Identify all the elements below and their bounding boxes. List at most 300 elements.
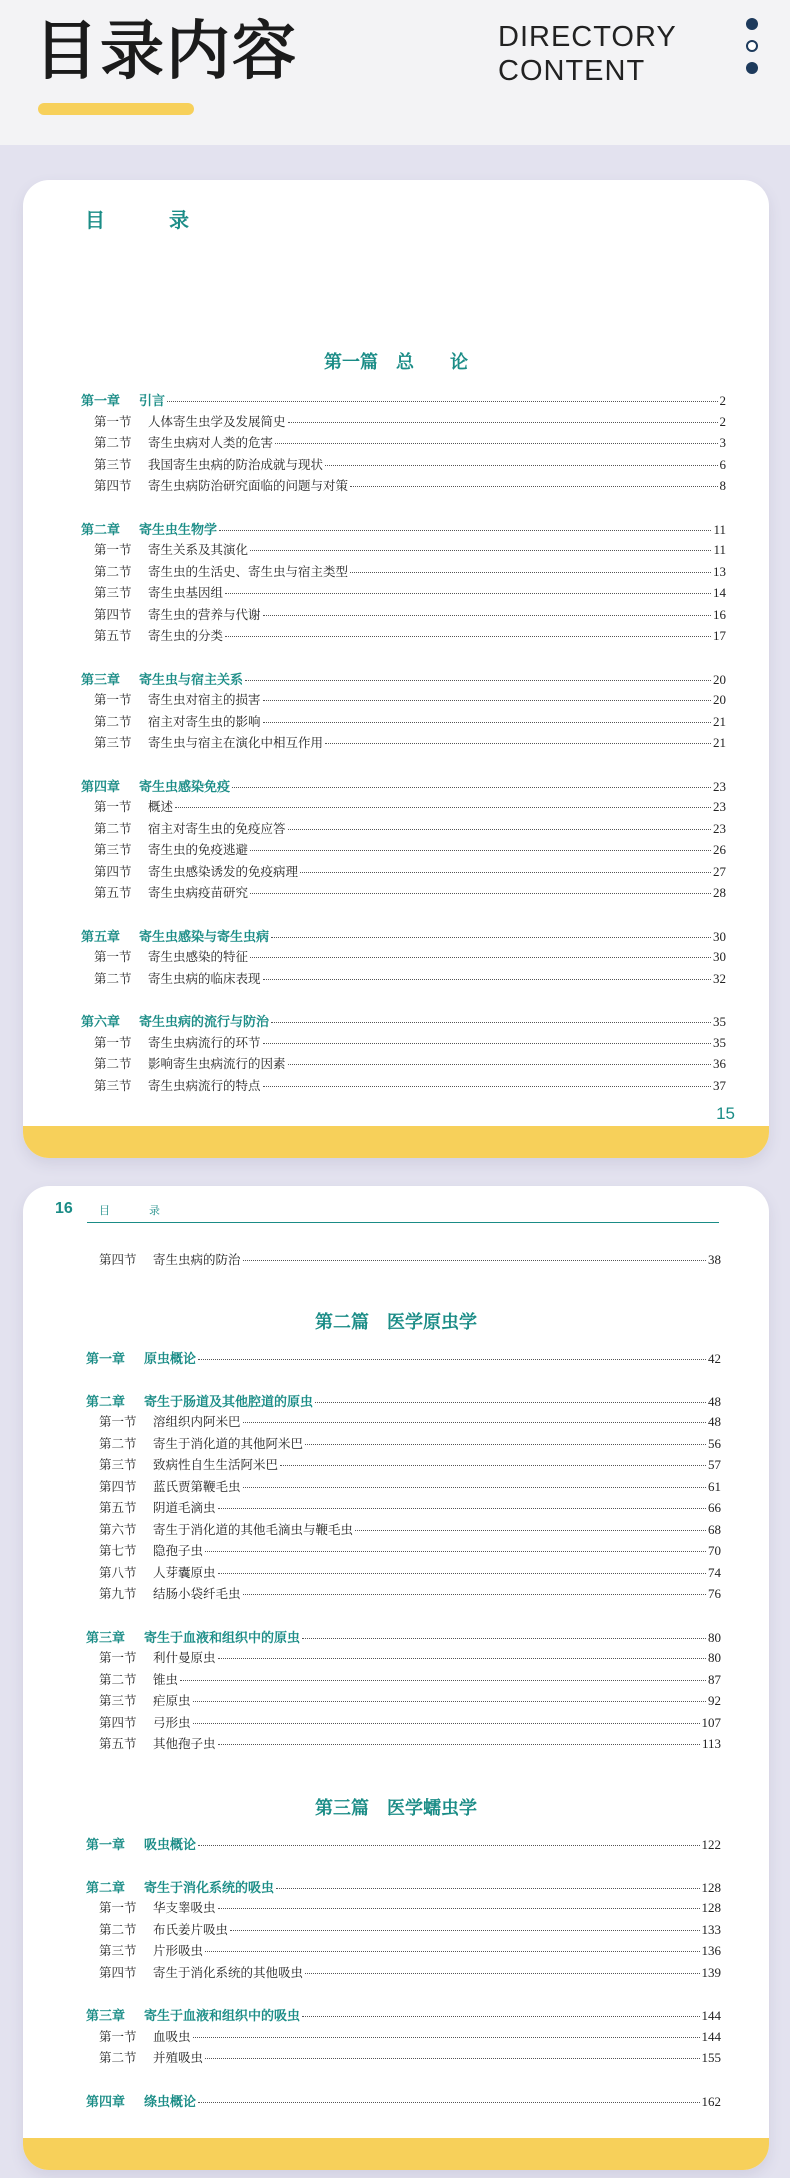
toc-chapter-row [86,1627,721,1649]
toc-entry-number: 第三节 [99,1943,137,1958]
page-number: 16 [55,1200,73,1217]
toc-chapter-row [81,519,726,541]
toc-entry-page: 37 [713,1077,726,1093]
toc-section-row [86,1477,721,1499]
header-english-title [498,20,677,88]
toc-entry-page: 61 [708,1478,721,1494]
toc-entry-title: 寄生于消化系统的吸虫 [144,1880,275,1896]
toc-entry-page: 80 [708,1650,721,1665]
toc-entry-number: 第三章 [86,2009,126,2024]
toc-entry-title: 寄生虫病的流行与防治 [139,1015,270,1030]
dot-leader [288,422,718,423]
toc-entry-page: 28 [713,885,726,900]
toc-entry-number: 第五节 [99,1736,137,1751]
toc-entry-page: 139 [701,1964,721,1980]
toc-chapter-row [86,2005,721,2027]
toc-entry-number: 第二章 [81,522,121,538]
toc-entry-title: 血吸虫 [153,2028,191,2044]
toc-section-row [86,1670,721,1692]
dot-leader [315,1402,706,1403]
toc-chapter-row [81,926,726,948]
toc-entry-number: 第一节 [94,413,132,429]
dot-leader [263,1043,711,1044]
running-head: 目 录 [99,1204,174,1217]
toc-entry-title: 寄生关系及其演化 [148,542,249,557]
toc-entry-title: 寄生虫感染免疫 [139,779,231,795]
toc-page-15 [23,180,769,1158]
toc-gap [81,990,726,1011]
toc-section-row [81,797,726,819]
toc-entry-title: 并殖吸虫 [153,2050,204,2065]
toc-entry-title: 寄生于肠道及其他腔道的原虫 [144,1394,314,1410]
toc-entry-label [94,969,261,987]
toc-entry-page: 30 [713,949,726,964]
header-en-line1: DIRECTORY [498,21,677,53]
toc-entry-number: 第四节 [99,1252,137,1267]
toc-entry-number: 第六节 [99,1521,137,1537]
dot-leader [288,829,711,830]
toc-entry-number: 第七节 [99,1543,137,1558]
toc-entry-label [94,605,261,623]
dot-leader [355,1530,706,1531]
toc-gap [81,755,726,776]
toc-entry-page: 162 [701,2093,721,2109]
header-en-line2: CONTENT [498,55,646,87]
toc-entry-title: 锥虫 [153,1671,179,1687]
toc-entry-title: 寄生虫病流行的特点 [148,1077,261,1093]
dot-leader [263,722,711,723]
toc-entry-label [99,1670,178,1688]
toc-section-row [81,476,726,498]
dot-leader [271,937,711,938]
toc-entry-label [94,840,248,858]
toc-entry-number: 第五节 [94,885,132,900]
toc-entry-number: 第三节 [94,842,132,857]
toc-entry-label [81,776,230,795]
toc-entry-title: 人体寄生虫学及发展简史 [148,413,286,429]
toc-entry-number: 第三节 [94,1077,132,1093]
toc-list [86,1834,721,2112]
dot-leader [218,1744,700,1745]
toc-chapter-row [86,1391,721,1413]
toc-entry-label [94,733,323,751]
toc-section-row [81,562,726,584]
toc-entry-label [94,819,286,837]
toc-entry-label [81,926,269,945]
toc-section-row [81,626,726,648]
toc-entry-page: 136 [701,1943,721,1958]
toc-entry-page: 11 [713,521,726,537]
toc-entry-number: 第一节 [94,692,132,707]
toc-page-16 [23,1186,769,2170]
dot-leader [263,1086,711,1087]
toc-entry-label [94,690,261,708]
toc-entry-label [86,2091,196,2110]
toc-entry-page: 3 [719,435,726,450]
toc-entry-page: 144 [701,2008,721,2023]
dot-leader [275,443,717,444]
toc-entry-page: 38 [708,1252,721,1267]
header-title: 目录内容 [34,15,298,89]
toc-entry-number: 第五章 [81,929,121,945]
toc-entry-number: 第八节 [99,1564,137,1580]
toc-entry-label [94,862,298,880]
toc-entry-title: 布氏姜片吸虫 [153,1921,229,1937]
toc-list [86,1250,721,1272]
toc-entry-label [94,412,286,430]
toc-entry-page: 144 [701,2028,721,2044]
toc-section-row [86,1941,721,1963]
footer-band [23,2138,769,2170]
toc-entry-label [86,1834,196,1853]
toc-entry-number: 第一章 [86,1352,126,1367]
toc-gap [86,2070,721,2091]
toc-entry-title: 寄生虫基因组 [148,585,224,600]
toc-entry-title: 寄生虫病流行的环节 [148,1034,261,1050]
toc-chapter-row [86,1877,721,1899]
toc-section-row [86,1498,721,1520]
toc-entry-title: 寄生虫的生活史、寄生虫与宿主类型 [148,563,349,579]
dot-leader [325,465,717,466]
toc-entry-number: 第一节 [99,2028,137,2044]
toc-entry-title: 寄生于消化道的其他阿米巴 [153,1435,304,1451]
toc-section-row [86,1563,721,1585]
toc-entry-title: 寄生虫的分类 [148,628,224,643]
dot-leader [250,550,711,551]
toc-entry-number: 第四节 [94,606,132,622]
dot-leader [243,1594,706,1595]
dot-leader [243,1260,706,1261]
toc-gap [81,498,726,519]
toc-gap [86,1984,721,2005]
dot-leader [243,1487,706,1488]
page-number: 15 [716,1104,735,1123]
toc-chapter-row [86,1834,721,1856]
toc-entry-page: 21 [713,713,726,729]
toc-entry-title: 原虫概论 [144,1352,197,1367]
dot-leader [250,850,711,851]
dot-leader [245,680,711,681]
toc-entry-page: 68 [708,1521,721,1537]
toc-entry-page: 6 [719,456,726,472]
toc-entry-page: 76 [708,1586,721,1601]
toc-entry-number: 第三节 [94,735,132,750]
dot-leader [225,593,711,594]
toc-entry-page: 128 [701,1900,721,1915]
toc-entry-title: 寄生虫的营养与代谢 [148,606,261,622]
toc-entry-number: 第二节 [99,1671,137,1687]
footer-band [23,1126,769,1158]
toc-entry-label [99,1713,191,1731]
dot-leader [305,1973,699,1974]
toc-chapter-row [86,1348,721,1370]
toc-section-row [81,583,726,605]
toc-entry-page: 32 [713,970,726,986]
toc-entry-number: 第三章 [86,1630,126,1646]
toc-entry-page: 23 [713,820,726,836]
toc-entry-number: 第四章 [81,779,121,795]
toc-entry-title: 片形吸虫 [153,1943,204,1958]
toc-entry-title: 吸虫概论 [144,1838,197,1853]
dot-icon [746,62,758,74]
toc-section-row [86,1520,721,1542]
toc-section-row [86,1713,721,1735]
toc-entry-page: 35 [713,1034,726,1050]
toc-entry-page: 2 [719,413,726,429]
dot-icon [746,40,758,52]
toc-chapter-row [81,776,726,798]
toc-entry-label [99,1434,303,1452]
toc-entry-title: 寄生虫生物学 [139,522,218,538]
toc-entry-label [99,1963,303,1981]
toc-entry-title: 疟原虫 [153,1693,191,1708]
dot-leader [167,401,717,402]
toc-entry-number: 第二节 [99,1921,137,1937]
toc-entry-number: 第一节 [99,1900,137,1915]
toc-entry-label [86,2005,300,2024]
toc-entry-label [86,1348,196,1367]
dot-leader [280,1465,706,1466]
toc-section-row [86,1434,721,1456]
toc-entry-label [99,1250,241,1268]
toc-entry-page: 11 [713,542,726,557]
toc-section-row [81,819,726,841]
toc-list [81,390,726,1097]
toc-entry-page: 14 [713,585,726,600]
toc-entry-label [99,2027,191,2045]
toc-entry-title: 其他孢子虫 [153,1736,216,1751]
toc-entry-page: 128 [701,1879,721,1895]
toc-entry-label [99,1941,203,1959]
toc-entry-title: 概述 [148,799,174,814]
toc-entry-page: 92 [708,1693,721,1708]
header-rule [87,1222,719,1223]
toc-entry-label [99,1477,241,1495]
toc-entry-label [86,1391,313,1410]
toc-entry-number: 第四章 [86,2094,126,2110]
toc-entry-number: 第四节 [99,1478,137,1494]
toc-entry-page: 26 [713,842,726,857]
toc-section-row [81,883,726,905]
dot-leader [198,2102,699,2103]
toc-entry-page: 20 [713,692,726,707]
toc-entry-page: 87 [708,1671,721,1687]
dot-leader [250,893,711,894]
toc-entry-number: 第五节 [99,1500,137,1515]
toc-entry-title: 影响寄生虫病流行的因素 [148,1056,286,1071]
toc-entry-page: 57 [708,1457,721,1472]
toc-entry-page: 16 [713,606,726,622]
toc-entry-label [86,1627,300,1646]
toc-entry-title: 寄生于消化道的其他毛滴虫与鞭毛虫 [153,1521,354,1537]
toc-section-row [86,2048,721,2070]
dot-leader [302,1638,706,1639]
toc-entry-page: 133 [701,1921,721,1937]
toc-section-row [81,1033,726,1055]
dot-leader [271,1022,711,1023]
toc-entry-title: 寄生虫与宿主关系 [139,672,244,688]
toc-entry-number: 第六章 [81,1015,121,1030]
toc-section-row [81,862,726,884]
toc-section-row [81,605,726,627]
toc-section-row [86,1412,721,1434]
toc-entry-title: 弓形虫 [153,1714,191,1730]
toc-entry-page: 66 [708,1500,721,1515]
toc-entry-title: 我国寄生虫病的防治成就与现状 [148,456,324,472]
toc-entry-number: 第二节 [94,435,132,450]
dot-leader [305,1444,706,1445]
toc-entry-number: 第三节 [94,585,132,600]
toc-entry-title: 引言 [139,394,166,409]
toc-section-row [81,690,726,712]
dot-leader [205,1551,706,1552]
toc-entry-label [94,1076,261,1094]
toc-entry-number: 第二节 [94,713,132,729]
toc-entry-number: 第三章 [81,672,121,688]
toc-entry-title: 人芽囊原虫 [153,1564,216,1580]
toc-entry-label [81,519,217,538]
toc-entry-title: 隐孢子虫 [153,1543,204,1558]
dot-leader [218,1508,706,1509]
header-accent-bar [38,103,194,115]
toc-entry-label [99,1920,228,1938]
toc-section-row [86,1691,721,1713]
dot-leader [225,636,711,637]
toc-entry-label [86,1877,274,1896]
dot-leader [263,700,711,701]
toc-chapter-row [86,2091,721,2113]
toc-section-row [81,412,726,434]
toc-entry-number: 第一节 [99,1650,137,1665]
toc-entry-label [99,1584,241,1602]
toc-entry-page: 70 [708,1543,721,1558]
dot-leader [302,2016,699,2017]
toc-entry-label [94,455,323,473]
toc-section-row [81,840,726,862]
toc-entry-number: 第一节 [99,1414,137,1429]
toc-entry-title: 寄生虫病的临床表现 [148,970,261,986]
toc-entry-page: 107 [701,1714,721,1730]
toc-entry-number: 第一章 [81,394,121,409]
toc-entry-number: 第四节 [99,1964,137,1980]
dot-leader [243,1422,706,1423]
toc-entry-title: 华支睾吸虫 [153,1900,216,1915]
toc-section-row [81,1076,726,1098]
toc-entry-label [99,1734,216,1752]
dot-leader [205,2058,699,2059]
toc-entry-number: 第二章 [86,1394,126,1410]
toc-entry-number: 第三节 [99,1457,137,1472]
toc-entry-number: 第二节 [94,563,132,579]
toc-entry-page: 21 [713,735,726,750]
pagination-dots [746,18,758,84]
toc-entry-title: 寄生虫病对人类的危害 [148,435,274,450]
dot-leader [263,979,711,980]
toc-entry-title: 绦虫概论 [144,2094,197,2110]
part-title: 第二篇 医学原虫学 [315,1312,477,1333]
toc-entry-page: 122 [701,1837,721,1852]
toc-entry-page: 42 [708,1351,721,1366]
toc-entry-title: 结肠小袋纤毛虫 [153,1586,241,1601]
toc-gap [86,1606,721,1627]
toc-entry-label [94,476,348,494]
dot-leader [232,787,711,788]
toc-section-row [86,2027,721,2049]
toc-entry-title: 寄生虫感染诱发的免疫病理 [148,863,299,879]
toc-section-row [81,1054,726,1076]
toc-section-row [81,733,726,755]
toc-entry-title: 寄生虫病的防治 [153,1252,241,1267]
toc-entry-label [94,433,273,451]
toc-entry-page: 74 [708,1564,721,1580]
toc-entry-label [99,1498,216,1516]
toc-entry-title: 寄生虫的免疫逃避 [148,842,249,857]
toc-entry-label [81,669,243,688]
toc-entry-page: 2 [719,393,726,408]
toc-entry-page: 17 [713,628,726,643]
toc-entry-label [94,1033,261,1051]
toc-entry-label [99,1412,241,1430]
toc-entry-page: 36 [713,1056,726,1071]
toc-entry-number: 第一节 [94,1034,132,1050]
dot-leader [205,1951,699,1952]
toc-section-row [86,1584,721,1606]
toc-entry-number: 第一节 [94,949,132,964]
toc-entry-label [99,1648,216,1666]
toc-entry-number: 第九节 [99,1586,137,1601]
dot-leader [198,1359,706,1360]
toc-entry-number: 第二节 [99,2050,137,2065]
toc-entry-label [94,626,223,644]
toc-entry-label [81,390,165,409]
toc-entry-title: 宿主对寄生虫的影响 [148,713,261,729]
toc-entry-page: 80 [708,1629,721,1645]
toc-entry-label [99,1563,216,1581]
toc-entry-title: 寄生虫病疫苗研究 [148,885,249,900]
dot-leader [350,486,717,487]
toc-entry-label [94,540,248,558]
toc-entry-page: 113 [701,1736,721,1751]
toc-entry-number: 第四节 [94,863,132,879]
toc-entry-label [94,562,348,580]
toc-section-row [86,1920,721,1942]
toc-chapter-row [81,1011,726,1033]
toc-entry-number: 第四节 [94,478,132,493]
toc-entry-number: 第五节 [94,628,132,643]
toc-entry-title: 寄生虫对宿主的损害 [148,692,261,707]
toc-entry-number: 第一节 [94,799,132,814]
toc-entry-label [99,1691,191,1709]
toc-entry-label [94,797,173,815]
toc-entry-number: 第二节 [94,970,132,986]
toc-entry-label [94,947,248,965]
toc-section-row [86,1734,721,1756]
toc-entry-label [94,712,261,730]
toc-entry-title: 致病性自生生活阿米巴 [153,1457,279,1472]
toc-section-row [81,433,726,455]
toc-section-row [81,947,726,969]
toc-heading: 目 录 [85,208,211,232]
toc-list [86,1348,721,1756]
toc-entry-label [99,1898,216,1916]
page-header [0,0,790,145]
toc-entry-label [99,1541,203,1559]
dot-leader [250,957,711,958]
toc-entry-title: 寄生于血液和组织中的原虫 [144,1630,301,1646]
toc-entry-number: 第三节 [94,456,132,472]
toc-entry-title: 利什曼原虫 [153,1650,216,1665]
toc-entry-label [99,1520,353,1538]
